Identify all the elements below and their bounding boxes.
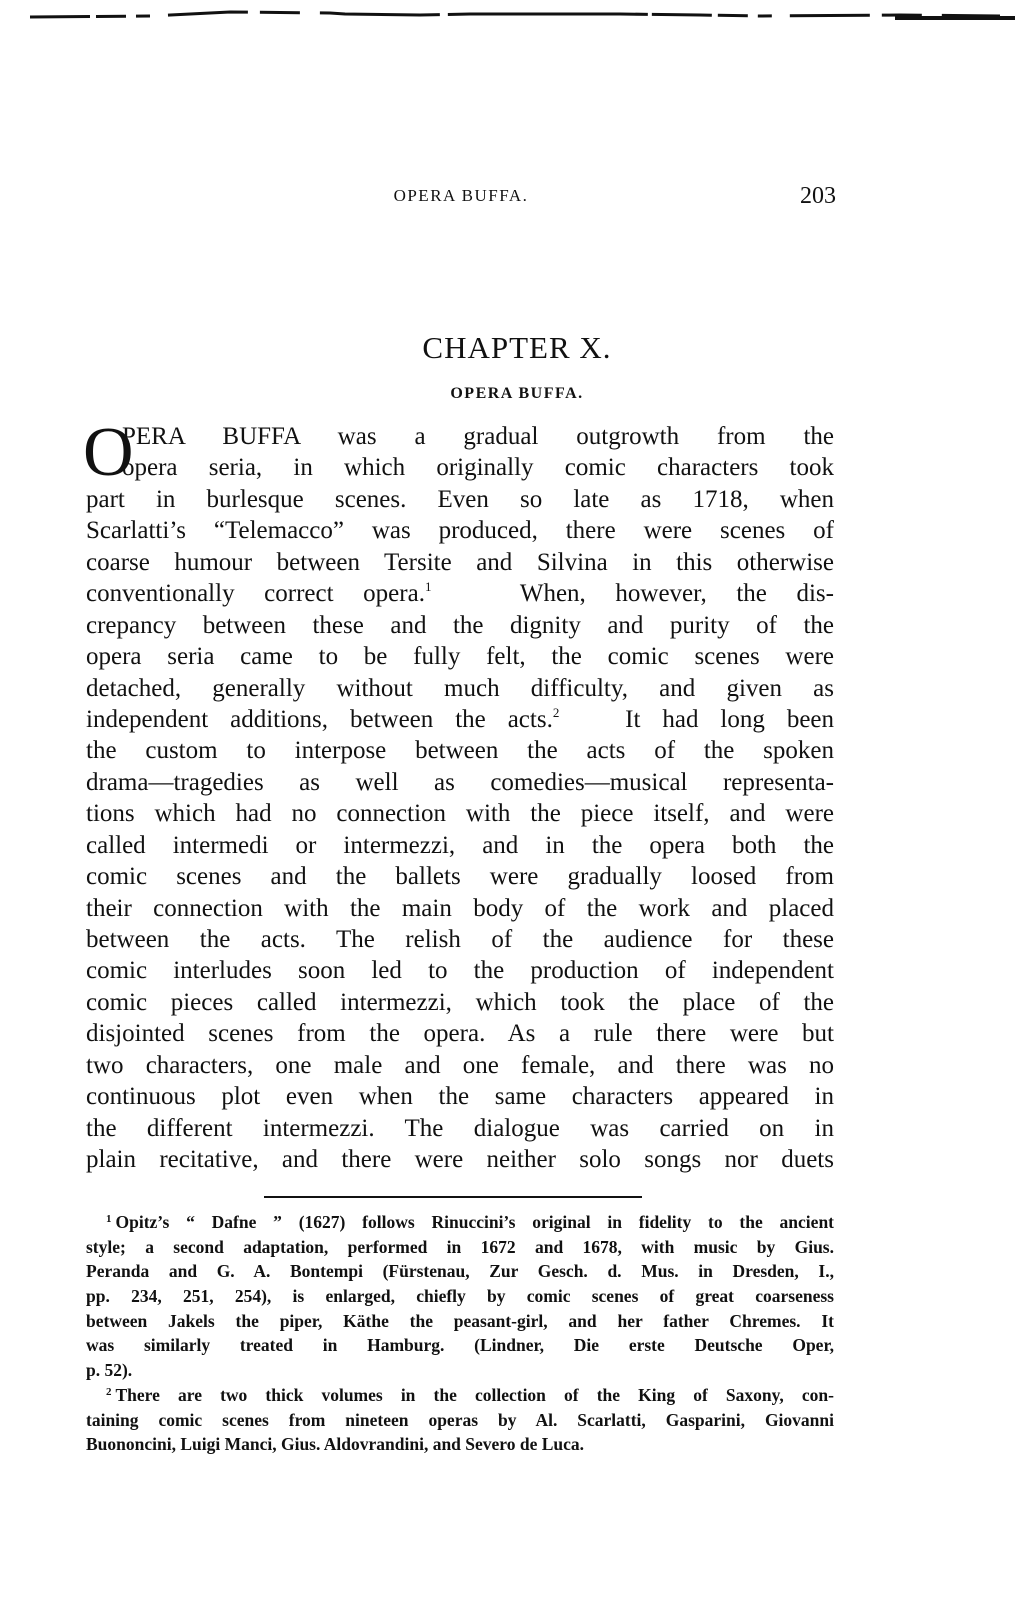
body-line: drama—tragedies as well as comedies—musical representa- [86,768,834,796]
footnote-line: Peranda and G. A. Bontempi (Fürstenau, Zur Gesch. d. Mus. in Dresden, I., [86,1261,834,1282]
body-text [83,414,835,1176]
line-text: It had long been [625,705,835,733]
line-text: conventionally correct opera. [86,580,425,608]
line-text: When, however, the dis- [519,580,834,608]
body-line: plain recitative, and there were neither solo songs nor duets [86,1146,834,1174]
body-line: disjointed scenes from the opera. As a rule there were but [86,1020,834,1048]
footnote-ref-2[interactable]: 2 [552,704,560,720]
footnote-line: taining comic scenes from nineteen operas by Al. Scarlatti, Gasparini, Giovanni [86,1409,834,1430]
body-line: crepancy between these and the dignity and purity of the [86,611,834,639]
body-line: comic interludes soon led to the production of independent [86,957,834,985]
scan-edge-artifact [0,8,1034,22]
footnote-line: between Jakels the piper, Käthe the peasant-girl, and her father Chremes. It [86,1310,834,1331]
body-line: part in burlesque scenes. Even so late as 1718, when [86,485,834,513]
body-line: two characters, one male and one female, and there was no [86,1051,834,1079]
body-line: between the acts. The relish of the audience for these [86,926,834,953]
footnote-line: style; a second adaptation, performed in 1672 and 1678, with music by Gius. [86,1236,834,1257]
footnote-line: Opitz’s “ Dafne ” (1627) follows Rinuccini’s original in fidelity to the ancient [115,1212,834,1232]
line-text: independent additions, between the acts. [86,705,553,733]
drop-cap: O [83,414,134,491]
chapter-subtitle: OPERA BUFFA. [450,385,584,402]
body-line: tions which had no connection with the piece itself, and were [86,800,834,828]
footnote-ref-1[interactable]: 1 [424,579,432,595]
body-line: the custom to interpose between the acts of the spoken [86,737,834,765]
footnote-2 [86,1383,834,1408]
body-line: opera seria, in which originally comic characters took [122,454,834,482]
chapter-title: CHAPTER X. [422,330,612,365]
body-line: comic scenes and the ballets were gradually loosed from [86,863,834,891]
footnote-line: Buononcini, Luigi Manci, Gius. Aldovrandini, and Severo de Luca. [86,1434,585,1455]
body-line: Scarlatti’s “Telemacco” was produced, there were scenes of [86,517,834,545]
footnote-line: was similarly treated in Hamburg. (Lindner, Die erste Deutsche Oper, [86,1335,834,1356]
body-line: coarse humour between Tersite and Silvina in this otherwise [86,548,834,576]
body-line: detached, generally without much difficulty, and given as [86,674,834,702]
page-number: 203 [800,183,836,209]
body-line: the different intermezzi. The dialogue was carried on in [86,1114,834,1142]
body-line: called intermedi or intermezzi, and in the opera both the [86,831,834,859]
body-line [86,578,834,609]
footnote-mark-1: 1 [106,1213,112,1225]
body-line: comic pieces called intermezzi, which took the place of the [86,988,834,1016]
footnote-1 [86,1210,834,1235]
footnote-mark-2: 2 [106,1385,112,1398]
running-head [86,183,836,213]
footnote-line: There are two thick volumes in the collection of the King of Saxony, con- [115,1384,834,1405]
footnote-divider [264,1196,642,1198]
footnote-line: p. 52). [86,1360,133,1381]
footnotes [86,1210,834,1457]
body-line: opera seria came to be fully felt, the comic scenes were [86,643,834,671]
body-line: continuous plot even when the same characters appeared in [86,1083,834,1111]
footnote-line: pp. 234, 251, 254), is enlarged, chiefly by comic scenes of great coarseness [86,1286,834,1307]
body-line: PERA BUFFA was a gradual outgrowth from the [122,423,834,450]
body-line [86,704,834,735]
running-title: OPERA BUFFA. [393,186,529,205]
body-line: their connection with the main body of the work and placed [86,894,834,922]
